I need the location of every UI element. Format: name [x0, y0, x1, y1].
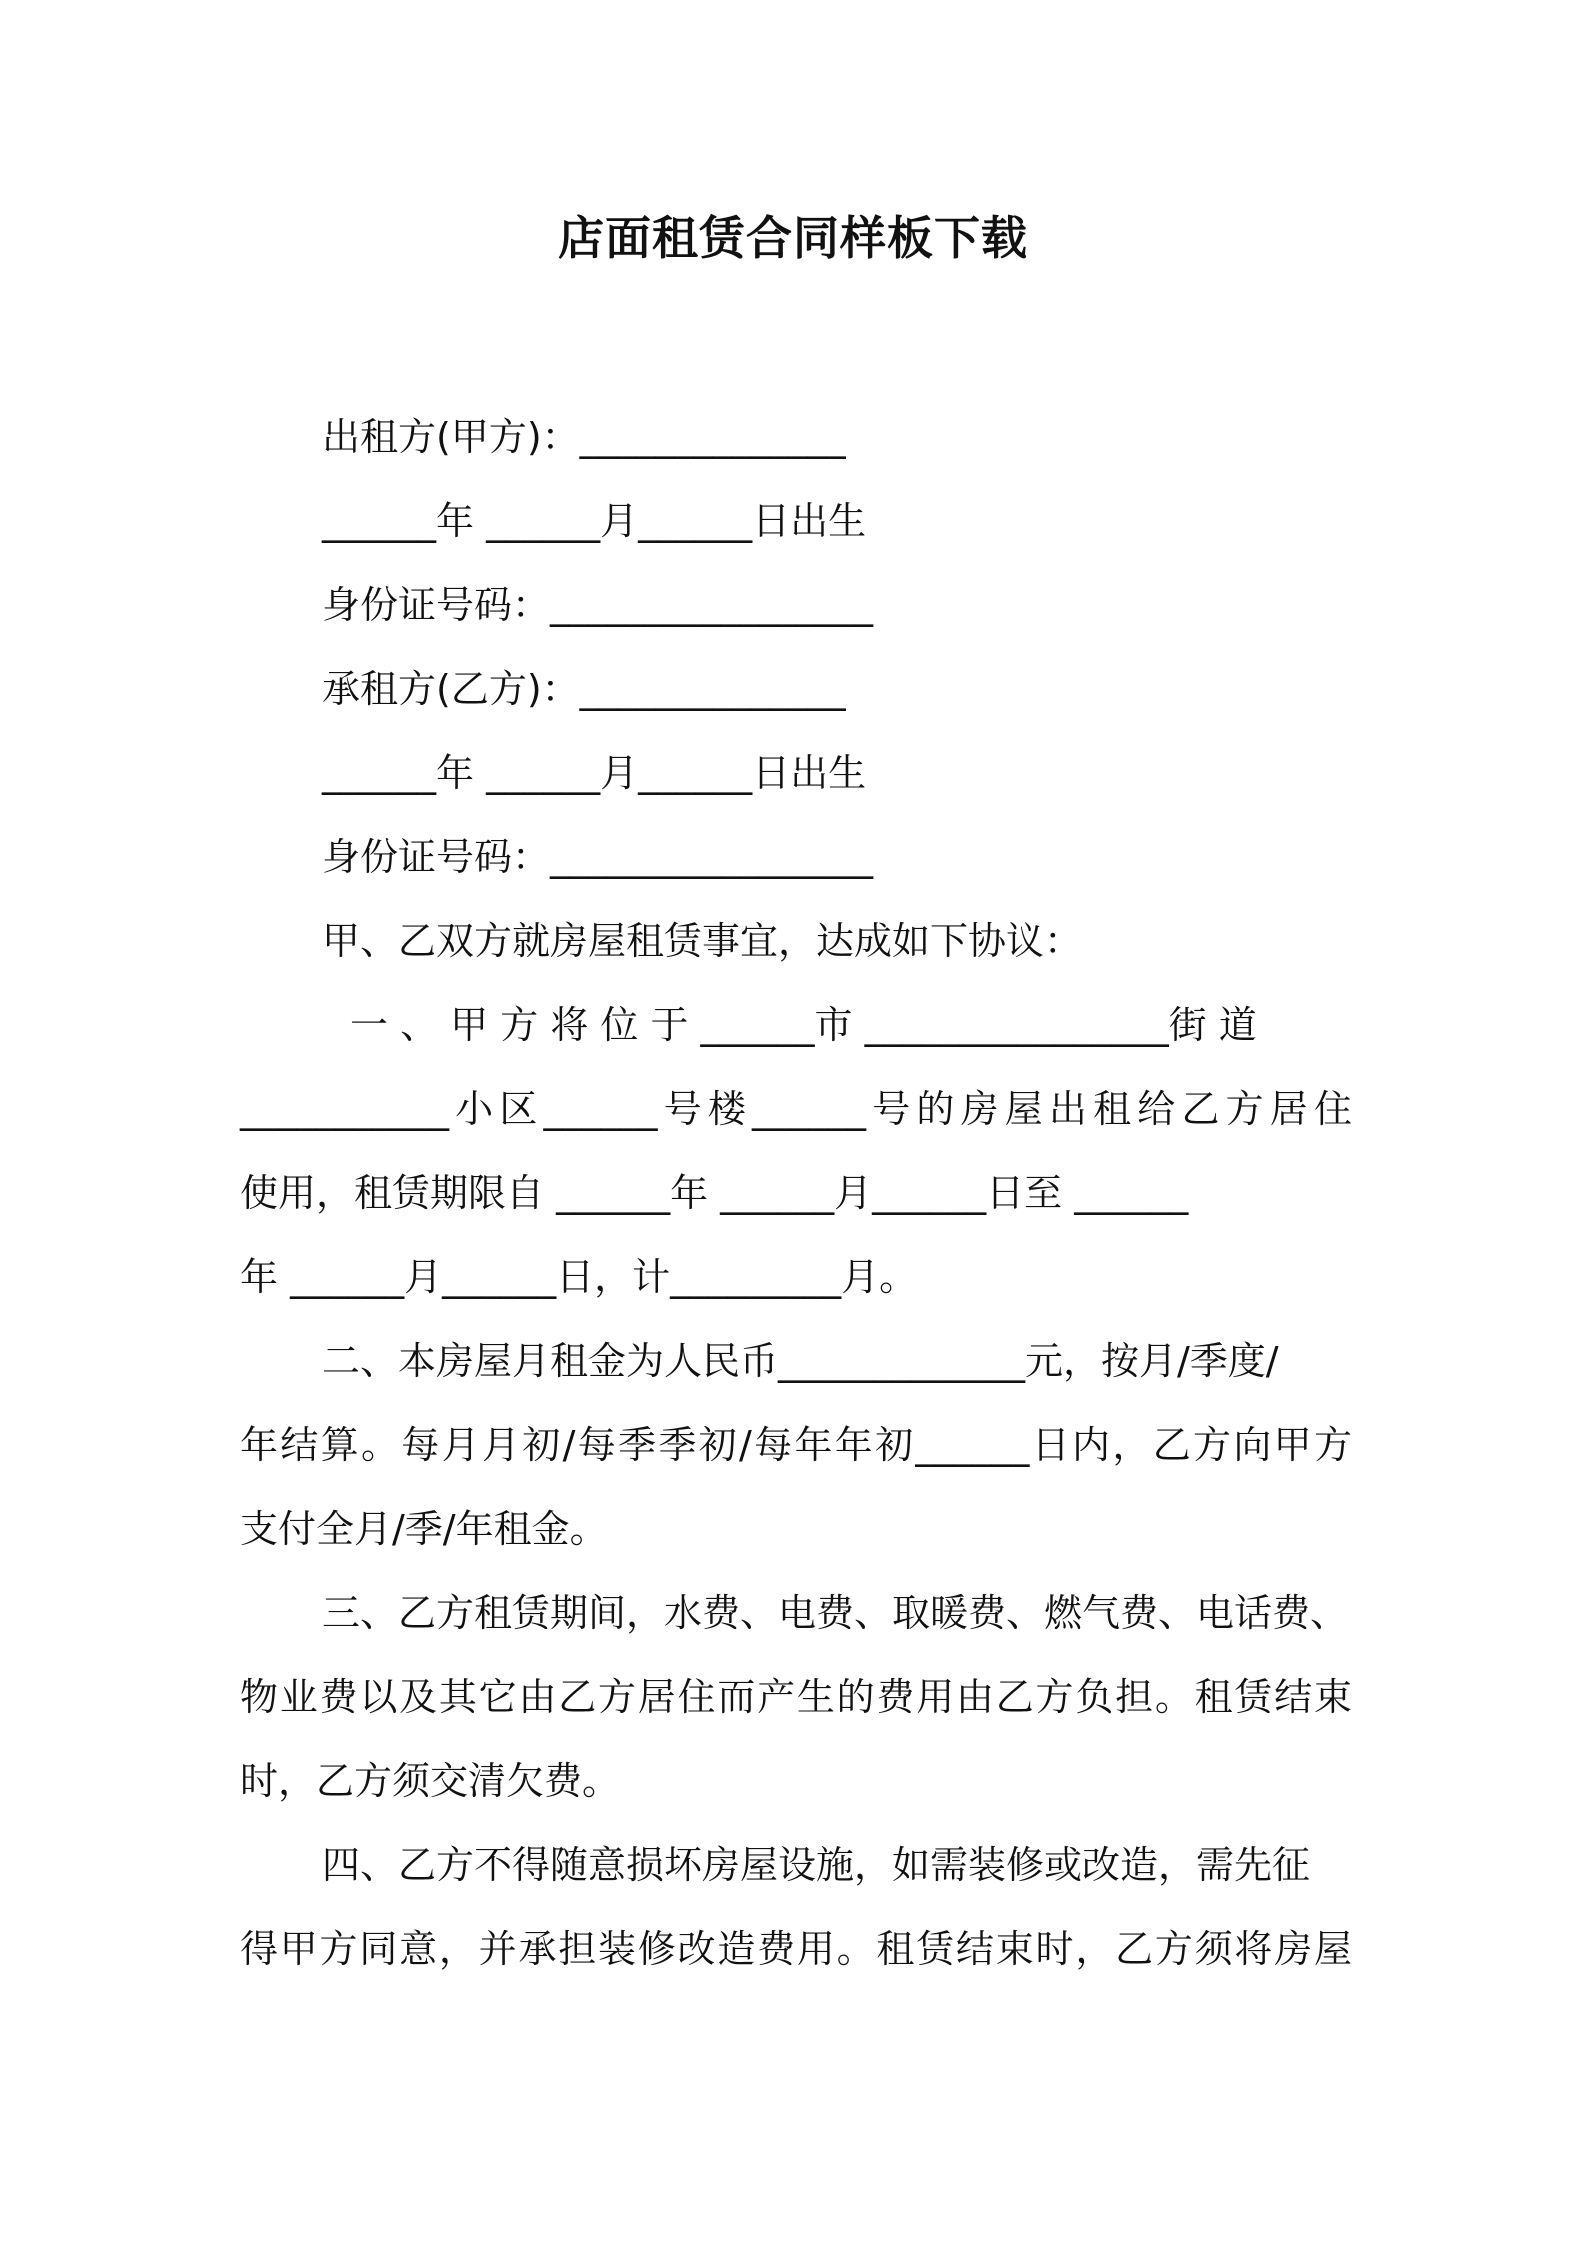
agreement-intro-line: 甲、乙双方就房屋租赁事宜，达成如下协议：: [322, 919, 1083, 963]
clause-2-line-3: 支付全月/季/年租金。: [240, 1507, 608, 1551]
clause-4-line-1: 四、乙方不得随意损坏房屋设施，如需装修或改造，需先征: [322, 1843, 1311, 1887]
clause-1-line-3: 使用，租赁期限自 ______年 ______月______日至 ______: [240, 1171, 1189, 1215]
clause-4-line-2: 得甲方同意，并承担装修改造费用。租赁结束时，乙方须将房屋: [240, 1927, 1352, 1971]
clause-3-line-2: 物业费以及其它由乙方居住而产生的费用由乙方负担。租赁结束: [240, 1675, 1352, 1719]
clause-3-line-3: 时，乙方须交清欠费。: [240, 1759, 621, 1803]
clause-1-line-1: 一 、 甲 方 将 位 于 ______市 ________________街 道: [350, 1003, 1257, 1047]
lessor-line: 出租方(甲方)：______________: [322, 415, 846, 459]
clause-2-line-1: 二、本房屋月租金为人民币_____________元，按月/季度/: [322, 1339, 1279, 1383]
lessor-id-line: 身份证号码：_________________: [322, 583, 874, 627]
lessor-birthdate-line: ______年 ______月______日出生: [322, 499, 867, 543]
lessee-line: 承租方(乙方)：______________: [322, 667, 846, 711]
clause-1-line-4: 年 ______月______日，计_________月。: [240, 1255, 918, 1299]
lessee-birthdate-line: ______年 ______月______日出生: [322, 751, 867, 795]
clause-2-line-2: 年结算。每月月初/每季季初/每年年初______日内，乙方向甲方: [240, 1423, 1352, 1467]
clause-3-line-1: 三、乙方租赁期间，水费、电费、取暖费、燃气费、电话费、: [322, 1591, 1349, 1635]
document-title: 店面租赁合同样板下载: [558, 211, 1028, 265]
clause-1-line-2: ___________小区______号楼______号的房屋出租给乙方居住: [240, 1087, 1352, 1131]
lessee-id-line: 身份证号码：_________________: [322, 835, 874, 879]
